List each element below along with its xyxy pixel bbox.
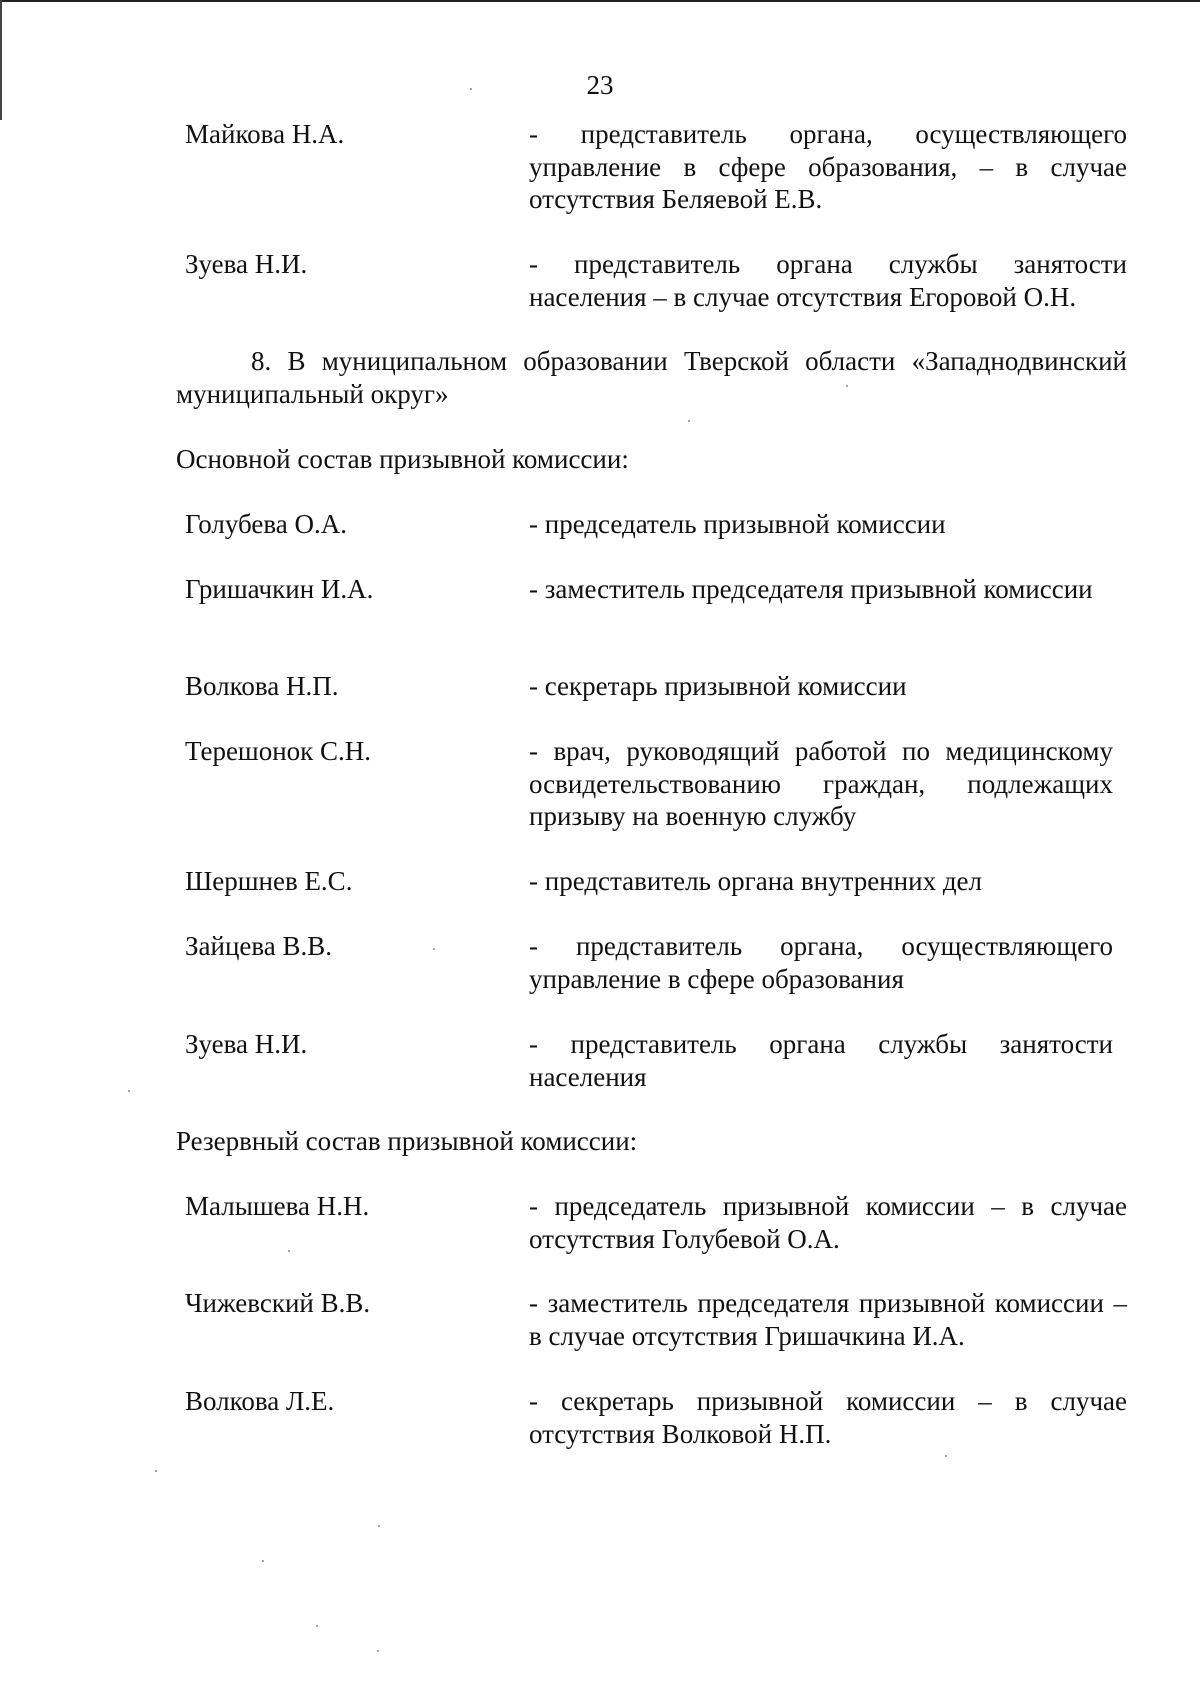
member-role: - врач, руководящий работой по медицинскому освидетельствованию граждан, подлежащих призыву на военную службу (529, 736, 1113, 831)
member-name: Терешонок С.Н. (185, 736, 372, 766)
member-name: Волкова Л.Е. (185, 1386, 335, 1416)
member-role: - представитель органа службы занятости населения – в случае отсутствия Егоровой О.Н. (529, 249, 1127, 312)
member-role: - секретарь призывной комиссии – в случае отсутствия Волковой Н.П. (529, 1386, 1127, 1449)
member-role: - заместитель председателя призывной комиссии – в случае отсутствия Гришачкина И.А. (529, 1288, 1127, 1351)
member-name: Малышева Н.Н. (185, 1191, 370, 1221)
member-role: - секретарь призывной комиссии (529, 671, 907, 701)
member-role: - представитель органа, осуществляющего управление в сфере образования (529, 931, 1113, 994)
member-role: - представитель органа службы занятости населения (529, 1029, 1113, 1092)
member-role: - председатель призывной комиссии (529, 509, 946, 539)
page-top-edge (0, 0, 1200, 2)
member-name: Шершнев Е.С. (185, 866, 353, 896)
member-name: Гришачкин И.А. (185, 574, 374, 604)
member-role: - председатель призывной комиссии – в случае отсутствия Голубевой О.А. (529, 1191, 1127, 1254)
member-role: - представитель органа, осуществляющего управление в сфере образования, – в случае отсутствия Беляевой Е.В. (529, 119, 1127, 214)
member-name: Голубева О.А. (185, 509, 347, 539)
main-composition-heading: Основной состав призывной комиссии: (176, 444, 629, 474)
member-name: Чижевский В.В. (185, 1288, 371, 1318)
member-name: Волкова Н.П. (185, 671, 339, 701)
member-name: Майкова Н.А. (185, 119, 345, 149)
page-left-edge (0, 0, 2, 120)
member-role: - представитель органа внутренних дел (529, 866, 983, 896)
page-number: 23 (586, 70, 614, 100)
reserve-composition-heading: Резервный состав призывной комиссии: (176, 1126, 638, 1156)
section-paragraph: 8. В муниципальном образовании Тверской области «Западнодвинский муниципальный округ» (176, 346, 1127, 409)
member-name: Зуева Н.И. (185, 249, 308, 279)
member-role: - заместитель председателя призывной комиссии (529, 574, 1093, 604)
member-name: Зуева Н.И. (185, 1029, 308, 1059)
member-name: Зайцева В.В. (185, 931, 333, 961)
